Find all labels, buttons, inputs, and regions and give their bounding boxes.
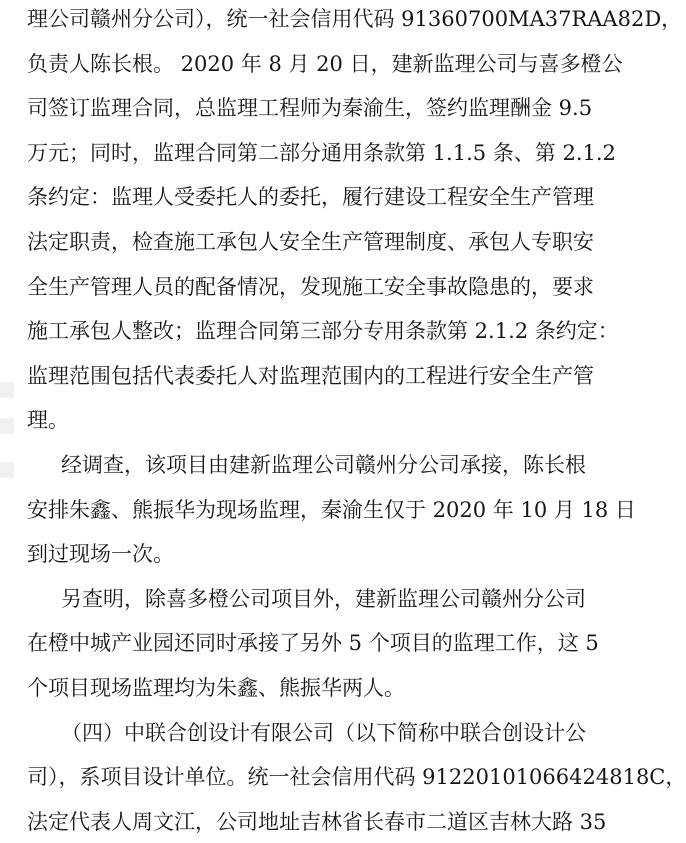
text-line: 在橙中城产业园还同时承接了另外 5 个项目的监理工作，这 5: [27, 631, 599, 656]
scan-margin-mark: [0, 418, 14, 434]
scan-margin-mark: [0, 462, 14, 478]
text-line: 监理范围包括代表委托人对监理范围内的工程进行安全生产管: [27, 363, 594, 388]
text-line: 司），系项目设计单位。统一社会信用代码 91220101066424818C，: [27, 765, 686, 790]
paragraph-start-line: 另查明，除喜多橙公司项目外，建新监理公司赣州分公司: [61, 586, 586, 611]
text-line: 施工承包人整改；监理合同第三部分专用条款第 2.1.2 条约定：: [27, 319, 619, 344]
text-line: 法定代表人周文江，公司地址吉林省长春市二道区吉林大路 35: [27, 809, 607, 834]
text-line: 万元；同时，监理合同第二部分通用条款第 1.1.5 条、第 2.1.2: [27, 140, 616, 165]
text-line: 到过现场一次。: [27, 542, 174, 567]
text-line: 个项目现场监理均为朱鑫、熊振华两人。: [27, 676, 405, 700]
text-line: 条约定：监理人受委托人的委托，履行建设工程安全生产管理: [27, 185, 594, 210]
text-line: 司签订监理合同，总监理工程师为秦渝生，签约监理酬金 9.5: [27, 96, 593, 121]
scan-margin-mark: [0, 382, 14, 398]
text-line: 负责人陈长根。 2020 年 8 月 20 日，建新监理公司与喜多橙公: [27, 51, 623, 76]
text-line: 安排朱鑫、熊振华为现场监理，秦渝生仅于 2020 年 10 月 18 日: [27, 497, 636, 522]
text-line: 理。: [27, 408, 69, 433]
text-line: 理公司赣州分公司），统一社会信用代码 91360700MA37RAA82D，: [27, 7, 683, 31]
text-line: 法定职责，检查施工承包人安全生产管理制度、承包人专职安: [27, 230, 594, 254]
paragraph-start-line: 经调查，该项目由建新监理公司赣州分公司承接，陈长根: [61, 453, 586, 477]
paragraph-start-line: （四）中联合创设计有限公司（以下简称中联合创设计公: [61, 720, 586, 745]
text-line: 全生产管理人员的配备情况，发现施工安全事故隐患的，要求: [27, 274, 594, 299]
